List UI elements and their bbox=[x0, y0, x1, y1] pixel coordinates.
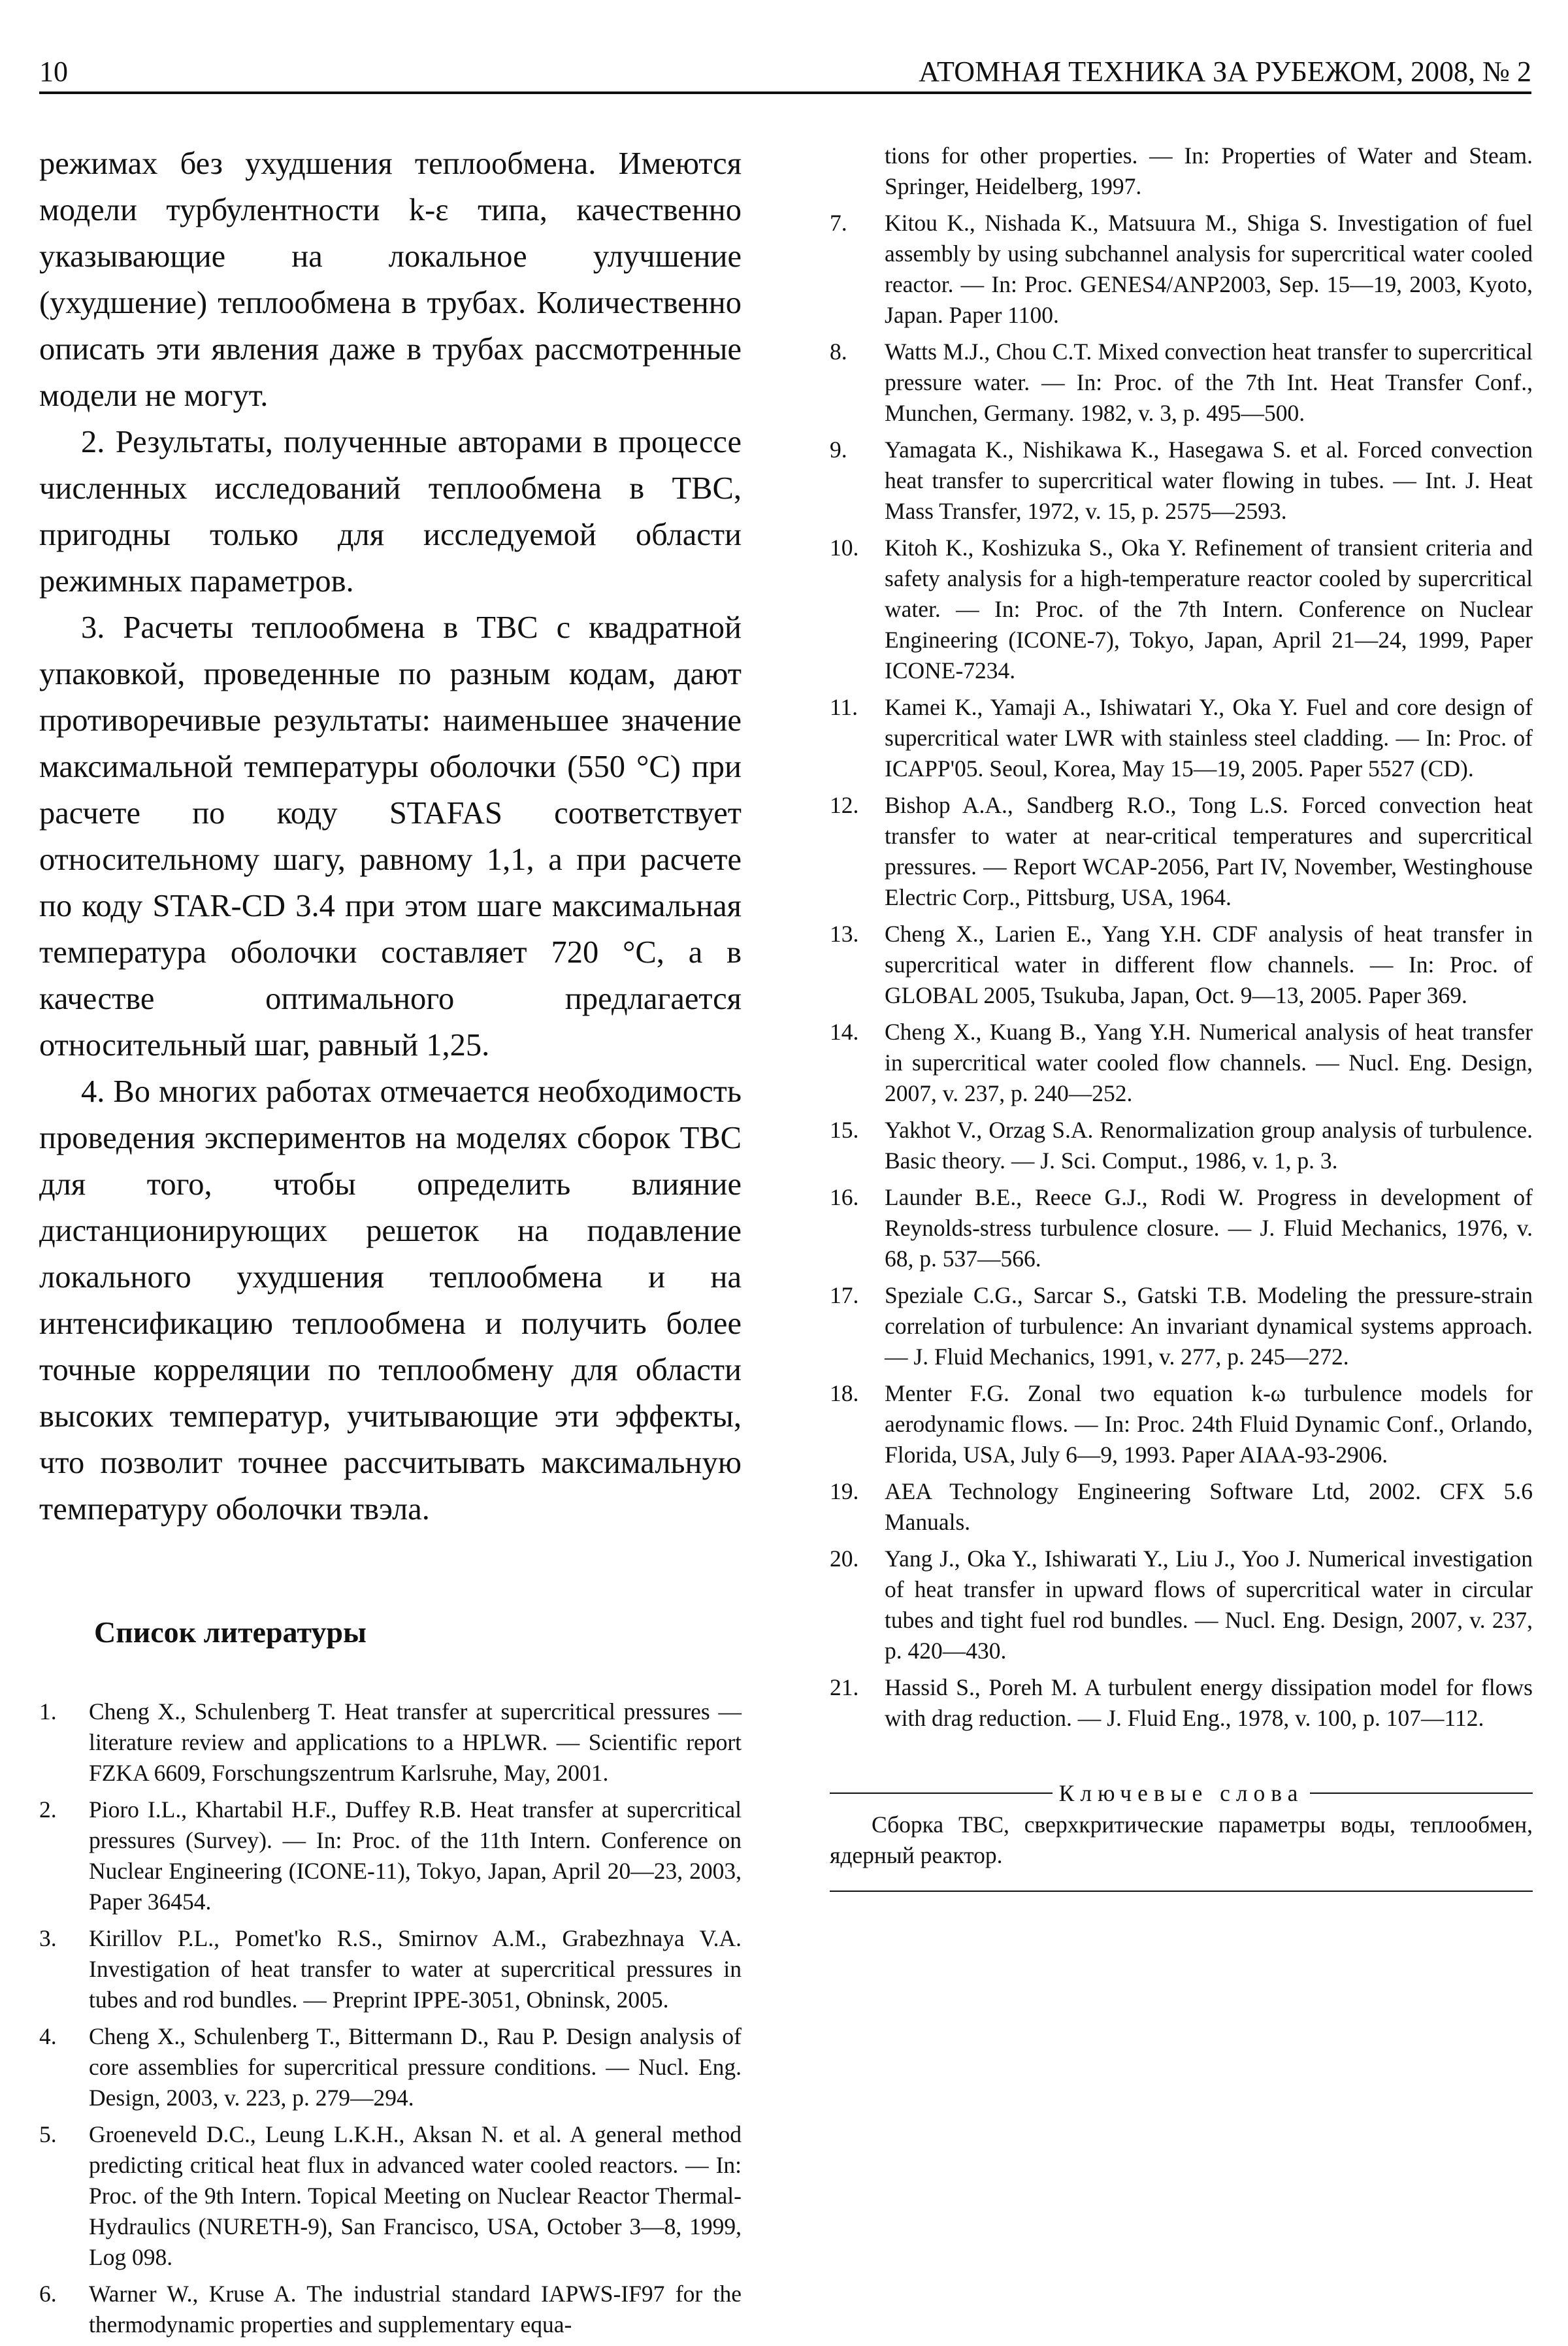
reference-item bbox=[39, 2119, 742, 2273]
reference-number: 13. bbox=[830, 921, 859, 947]
reference-text: Groeneveld D.C., Leung L.K.H., Aksan N. et al. A general method predicting critical heat flux in advanced water cooled reactors. — In: Proc. of the 9th Intern. Topical Meeting on Nuclear Reactor Thermal-Hydraulics (NURETH-9), San Francisco, USA, October 3—8, 1999, Log 098. bbox=[89, 2121, 742, 2270]
references-heading: Список литературы bbox=[94, 1615, 367, 1649]
reference-item bbox=[39, 2021, 742, 2113]
reference-text: Cheng X., Kuang B., Yang Y.H. Numerical analysis of heat transfer in supercritical water cooled flow channels. — Nucl. Eng. Design, 2007, v. 237, p. 240—252. bbox=[885, 1019, 1533, 1106]
reference-text: Kitou K., Nishada K., Matsuura M., Shiga S. Investigation of fuel assembly by using subchannel analysis for supercritical water cooled reactor. — In: Proc. GENES4/ANP2003, Sep. 15—19, 2003, Kyoto, Japan. Paper 1100. bbox=[885, 210, 1533, 328]
reference-text: Cheng X., Schulenberg T. Heat transfer at supercritical pressures — literature review and applications to a HPLWR. — Scientific report FZKA 6609, Forschungszentrum Karlsruhe, May, 2001. bbox=[89, 1698, 742, 1786]
reference-item bbox=[830, 1672, 1533, 1734]
reference-text: Kirillov P.L., Pomet'ko R.S., Smirnov A.M., Grabezhnaya V.A. Investigation of heat transfer to water at supercritical pressures in tubes and rod bundles. — Preprint IPPE-3051, Obninsk, 2005. bbox=[89, 1925, 742, 2013]
reference-text: AEA Technology Engineering Software Ltd, 2002. CFX 5.6 Manuals. bbox=[885, 1478, 1533, 1535]
reference-text: Watts M.J., Chou C.T. Mixed convection heat transfer to supercritical pressure water. — In: Proc. of the 7th Int. Heat Transfer Conf., Munchen, Germany. 1982, v. 3, p. 495—500. bbox=[885, 339, 1533, 426]
references-list-right bbox=[830, 208, 1533, 1734]
body-paragraph-1: режимах без ухудшения теплообмена. Имеются модели турбулентности k-ε типа, качественно указывающие на локальное улучшение (ухудшение) теплообмена в трубах. Количественно описать эти явления даже в трубах рассмотренные модели не могут. bbox=[39, 146, 742, 413]
right-column bbox=[830, 140, 1533, 1892]
reference-text: Kitoh K., Koshizuka S., Oka Y. Refinement of transient criteria and safety analysis for a high-temperature reactor cooled by supercritical water. — In: Proc. of the 7th Intern. Conference on Nuclear Engineering (ICONE-7), Tokyo, Japan, April 21—24, 1999, Paper ICONE-7234. bbox=[885, 535, 1533, 684]
keywords-title-row bbox=[830, 1779, 1533, 1807]
reference-6-continuation: tions for other properties. — In: Properties of Water and Steam. Springer, Heidelberg, 1997. bbox=[885, 142, 1533, 199]
reference-text: Cheng X., Larien E., Yang Y.H. CDF analysis of heat transfer in supercritical water in different flow channels. — In: Proc. of GLOBAL 2005, Tsukuba, Japan, Oct. 9—13, 2005. Paper 369. bbox=[885, 921, 1533, 1008]
body-paragraph-2: 2. Результаты, полученные авторами в процессе численных исследований теплообмена в ТВС, пригодны только для исследуемой области режимных параметров. bbox=[39, 425, 742, 599]
reference-item bbox=[830, 1017, 1533, 1109]
reference-item bbox=[39, 1696, 742, 1789]
reference-text: Cheng X., Schulenberg T., Bittermann D., Rau P. Design analysis of core assemblies for supercritical pressure conditions. — Nucl. Eng. Design, 2003, v. 223, p. 279—294. bbox=[89, 2023, 742, 2111]
reference-text: Yakhot V., Orzag S.A. Renormalization group analysis of turbulence. Basic theory. — J. Sci. Comput., 1986, v. 1, p. 3. bbox=[885, 1117, 1533, 1174]
reference-text: Pioro I.L., Khartabil H.F., Duffey R.B. Heat transfer at supercritical pressures (Survey). — In: Proc. of the 11th Intern. Conference on Nuclear Engineering (ICONE-11), Tokyo, Japan, April 20—23, 2003, Paper 36454. bbox=[89, 1796, 742, 1915]
reference-number: 20. bbox=[830, 1545, 859, 1572]
references-list-left bbox=[39, 1696, 742, 2340]
reference-item bbox=[830, 1476, 1533, 1538]
reference-number: 7. bbox=[830, 210, 847, 236]
reference-text: Kamei K., Yamaji A., Ishiwatari Y., Oka Y. Fuel and core design of supercritical water LWR with stainless steel cladding. — In: Proc. of ICAPP'05. Seoul, Korea, May 15—19, 2005. Paper 5527 (CD). bbox=[885, 694, 1533, 782]
body-paragraph-3: 3. Расчеты теплообмена в ТВС с квадратной упаковкой, проведенные по разным кодам, дают противоречивые результаты: наименьшее значение максимальной температуры оболочки (550 °С) при расчете по коду STAFAS соответствует относительному шагу, равному 1,1, а при расчете по коду STAR-CD 3.4 при этом шаге максимальная температура оболочки составляет 720 °С, а в качестве оптимального предлагается относительный шаг, равный 1,25. bbox=[39, 610, 742, 1063]
keywords-rule-left bbox=[830, 1793, 1053, 1794]
body-paragraph-4: 4. Во многих работах отмечается необходимость проведения экспериментов на моделях сборок ТВС для того, чтобы определить влияние дистанционирующих решеток на подавление локального ухудшения теплообмена и на интенсификацию теплообмена и получить более точные корреляции по теплообмену для области высоких температур, учитывающие эти эффекты, что позволит точнее рассчитывать максимальную температуру оболочки твэла. bbox=[39, 1074, 742, 1527]
keywords-text: Сборка ТВС, сверхкритические параметры воды, теплообмен, ядерный реактор. bbox=[830, 1811, 1533, 1868]
reference-text: Warner W., Kruse A. The industrial standard IAPWS-IF97 for the thermodynamic properties and supplementary equa- bbox=[89, 2281, 742, 2338]
reference-item bbox=[830, 1115, 1533, 1176]
reference-item bbox=[830, 692, 1533, 784]
keywords-rule-right bbox=[1310, 1793, 1533, 1794]
reference-number: 4. bbox=[39, 2023, 57, 2049]
journal-title: АТОМНАЯ ТЕХНИКА ЗА РУБЕЖОМ, 2008, № 2 bbox=[919, 56, 1531, 88]
reference-item bbox=[39, 1923, 742, 2015]
reference-number: 6. bbox=[39, 2281, 57, 2307]
reference-item bbox=[830, 790, 1533, 913]
reference-number: 19. bbox=[830, 1478, 859, 1504]
reference-item bbox=[830, 533, 1533, 686]
keywords-rule-bottom bbox=[830, 1891, 1533, 1892]
reference-number: 3. bbox=[39, 1925, 57, 1951]
reference-item bbox=[830, 919, 1533, 1011]
reference-item bbox=[39, 1794, 742, 1917]
reference-item bbox=[830, 435, 1533, 527]
body-text bbox=[39, 140, 742, 1532]
reference-text: Menter F.G. Zonal two equation k-ω turbulence models for aerodynamic flows. — In: Proc. 24th Fluid Dynamic Conf., Orlando, Florida, USA, July 6—9, 1993. Paper AIAA-93-2906. bbox=[885, 1380, 1533, 1468]
reference-text: Yang J., Oka Y., Ishiwarati Y., Liu J., Yoo J. Numerical investigation of heat transfer in upward flows of supercritical water in circular tubes and tight fuel rod bundles. — Nucl. Eng. Design, 2007, v. 237, p. 420—430. bbox=[885, 1545, 1533, 1664]
reference-number: 15. bbox=[830, 1117, 859, 1143]
reference-item bbox=[830, 208, 1533, 331]
reference-text: Speziale C.G., Sarcar S., Gatski T.B. Modeling the pressure-strain correlation of turbulence: An invariant dynamical systems approach. — J. Fluid Mechanics, 1991, v. 277, p. 245—272. bbox=[885, 1282, 1533, 1370]
reference-number: 17. bbox=[830, 1282, 859, 1308]
reference-number: 2. bbox=[39, 1796, 57, 1823]
reference-number: 16. bbox=[830, 1184, 859, 1210]
reference-text: Launder B.E., Reece G.J., Rodi W. Progress in development of Reynolds-stress turbulence closure. — J. Fluid Mechanics, 1976, v. 68, p. 537—566. bbox=[885, 1184, 1533, 1272]
reference-number: 14. bbox=[830, 1019, 859, 1045]
reference-item bbox=[39, 2279, 742, 2340]
reference-number: 12. bbox=[830, 792, 859, 818]
left-column bbox=[39, 140, 742, 2346]
keywords-box bbox=[830, 1779, 1533, 1892]
reference-number: 18. bbox=[830, 1380, 859, 1406]
reference-number: 8. bbox=[830, 339, 847, 365]
page-header bbox=[39, 47, 1531, 94]
reference-number: 5. bbox=[39, 2121, 57, 2147]
reference-number: 9. bbox=[830, 437, 847, 463]
page-number: 10 bbox=[39, 56, 68, 88]
reference-text: Hassid S., Poreh M. A turbulent energy dissipation model for flows with drag reduction. — J. Fluid Eng., 1978, v. 100, p. 107—112. bbox=[885, 1674, 1533, 1731]
reference-item bbox=[830, 1378, 1533, 1470]
reference-item bbox=[830, 1280, 1533, 1372]
reference-item bbox=[830, 1544, 1533, 1666]
reference-number: 21. bbox=[830, 1674, 859, 1700]
reference-text: Bishop A.A., Sandberg R.O., Tong L.S. Forced convection heat transfer to water at near-critical temperatures and supercritical pressures. — Report WCAP-2056, Part IV, November, Westinghouse Electric Corp., Pittsburg, USA, 1964. bbox=[885, 792, 1533, 910]
reference-number: 1. bbox=[39, 1698, 57, 1725]
reference-number: 11. bbox=[830, 694, 858, 720]
reference-item bbox=[830, 1182, 1533, 1274]
reference-text: Yamagata K., Nishikawa K., Hasegawa S. et al. Forced convection heat transfer to supercritical water flowing in tubes. — Int. J. Heat Mass Transfer, 1972, v. 15, p. 2575—2593. bbox=[885, 437, 1533, 524]
reference-item bbox=[830, 337, 1533, 429]
keywords-title: Ключевые слова bbox=[1058, 1780, 1304, 1806]
reference-number: 10. bbox=[830, 535, 859, 561]
